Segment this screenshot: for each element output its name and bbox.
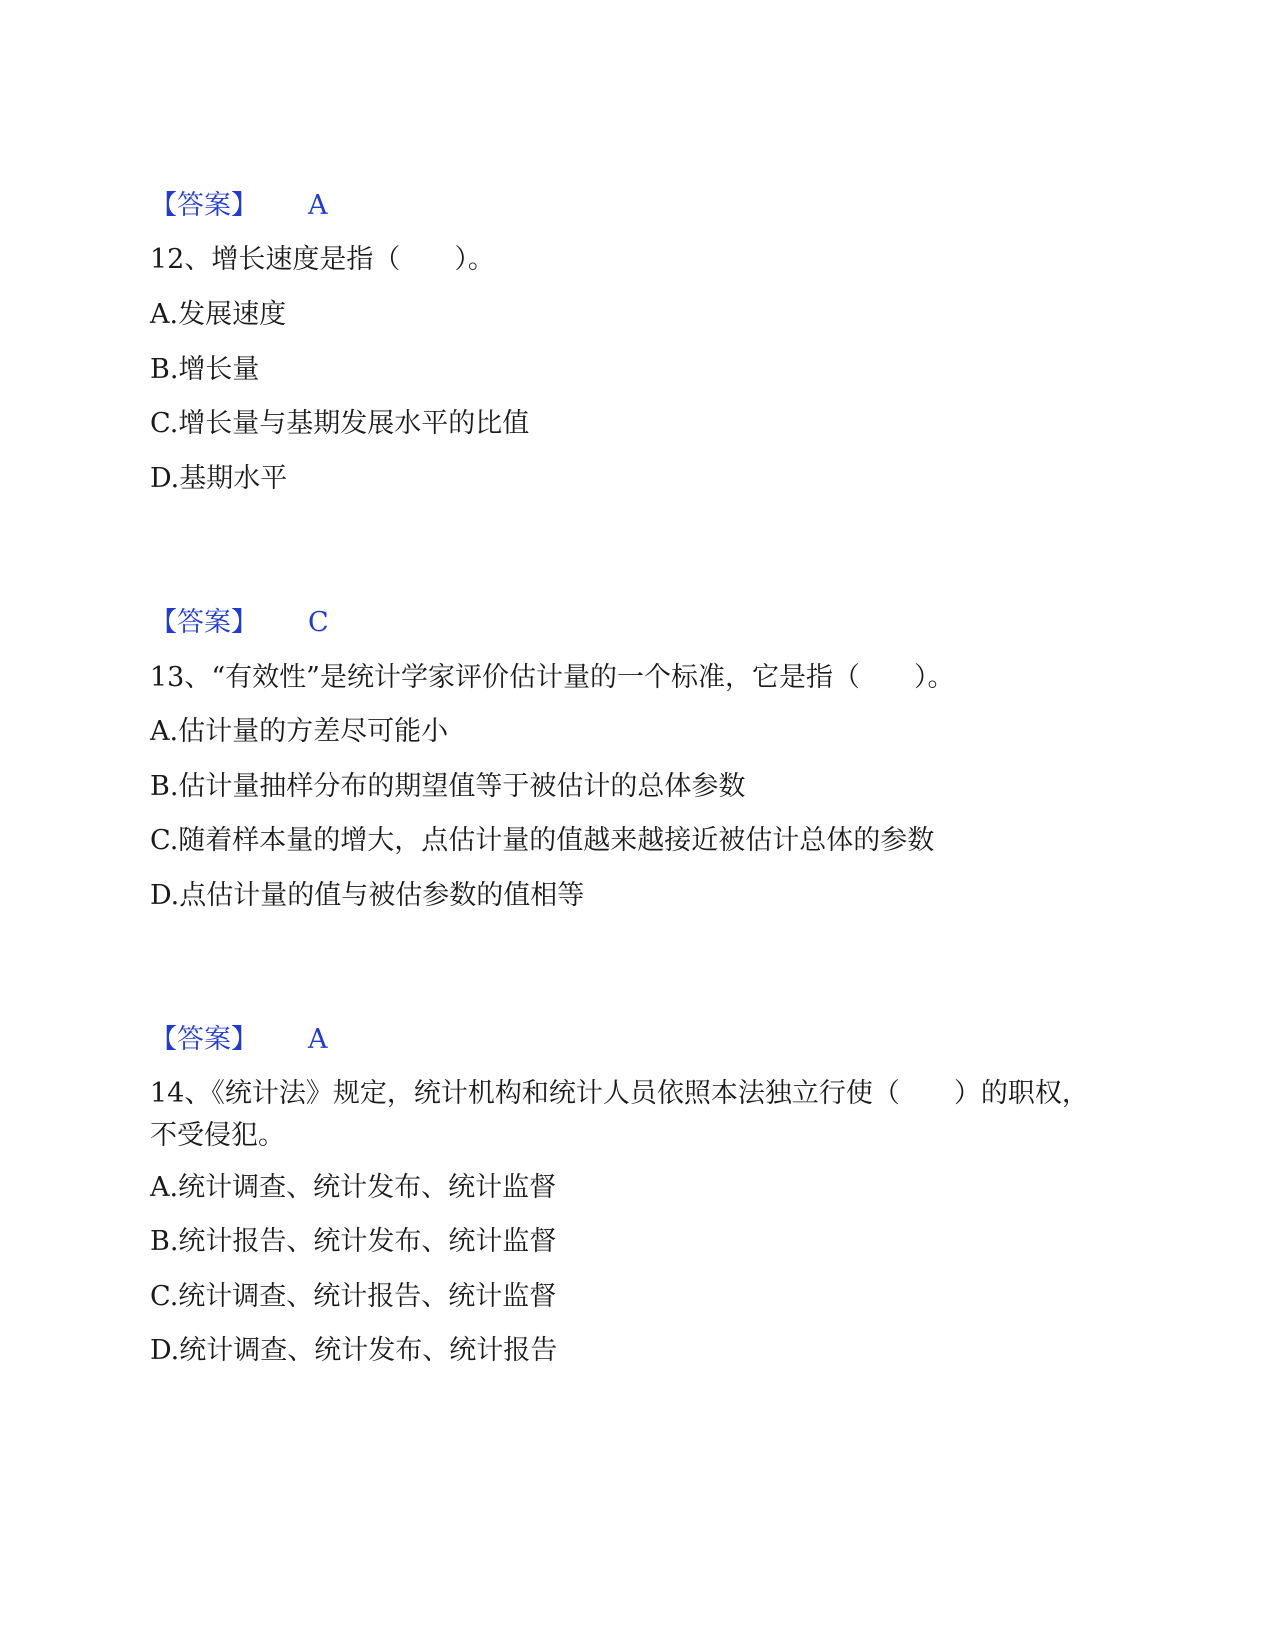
question-13-option-b: B.估计量抽样分布的期望值等于被估计的总体参数 [150,771,746,802]
answer-label: 【答案】 [150,190,258,221]
question-13-option-d: D.点估计量的值与被估参数的值相等 [150,880,585,911]
question-12-option-d: D.基期水平 [150,463,288,494]
question-14-stem: 14、《统计法》规定，统计机构和统计人员依照本法独立行使（ ）的职权，不受侵犯。 [150,1078,1089,1151]
question-14-option-b: B.统计报告、统计发布、统计监督 [150,1226,557,1257]
question-14-option-d: D.统计调查、统计发布、统计报告 [150,1335,558,1366]
question-12-option-a: A.发展速度 [150,299,287,330]
answer-value: A [308,1024,328,1055]
question-12-option-b: B.增长量 [150,354,260,385]
question-14-option-a: A.统计调查、统计发布、统计监督 [150,1172,557,1203]
question-12-stem: 12、增长速度是指（ ）。 [150,244,495,275]
question-13-option-a: A.估计量的方差尽可能小 [150,716,449,747]
answer-label: 【答案】 [150,607,258,638]
question-14-option-c: C.统计调查、统计报告、统计监督 [150,1281,557,1312]
answer-line-11 [150,188,328,224]
answer-value: C [308,607,329,638]
question-12-option-c: C.增长量与基期发展水平的比值 [150,408,530,439]
answer-value: A [308,190,328,221]
answer-line-12 [150,605,329,641]
question-13-option-c: C.随着样本量的增大，点估计量的值越来越接近被估计总体的参数 [150,825,935,856]
answer-line-13 [150,1022,328,1058]
answer-label: 【答案】 [150,1024,258,1055]
question-13-stem: 13、“有效性”是统计学家评价估计量的一个标准，它是指（ ）。 [150,662,955,693]
